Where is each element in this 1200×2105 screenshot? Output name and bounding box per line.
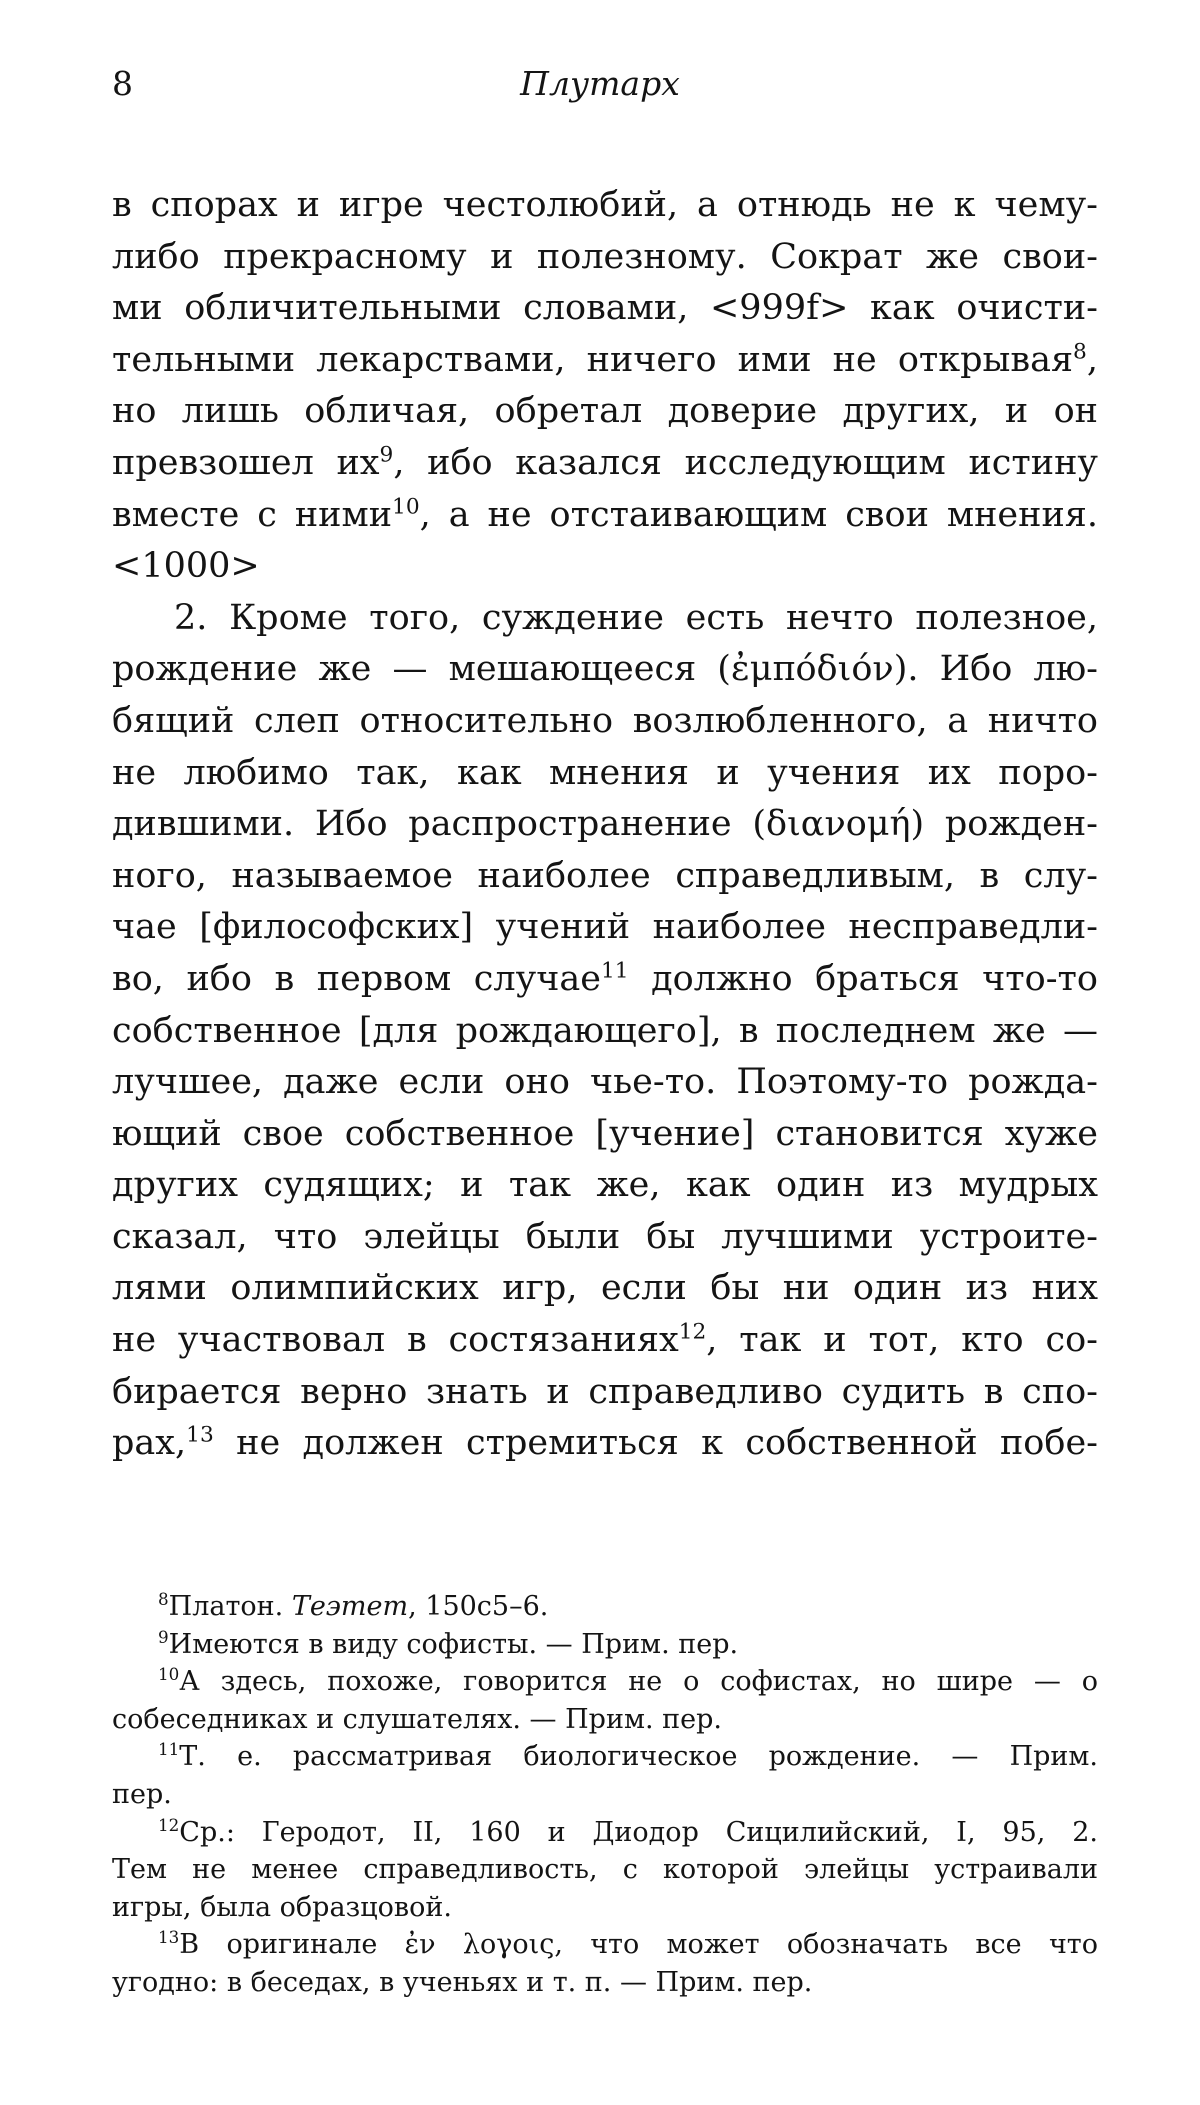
text-segment: , (1086, 339, 1098, 380)
footnote-mark: 11 (158, 1739, 180, 1760)
text-segment: , а не отстаивающим свои мнения. (419, 494, 1098, 535)
text-line: других судящих; и так же, как один из мудрых (112, 1165, 1098, 1206)
footnote-text: Имеются в виду софисты. — Прим. пер. (168, 1628, 739, 1660)
text-segment: не участвовал в состязаниях (112, 1320, 679, 1361)
paragraph-2 (112, 593, 1098, 1470)
text-line: ющий свое собственное [учение] становится хуже (112, 1113, 1098, 1154)
footnote-ref-12[interactable]: 12 (678, 1319, 707, 1345)
text-line (112, 1315, 1098, 1367)
footnote-ref-8[interactable]: 8 (1073, 339, 1087, 365)
footnote-line: Тем не менее справедливость, с которой элейцы устраивали (112, 1854, 1098, 1886)
footnote-10 (112, 1663, 1098, 1738)
footnote-line (112, 1663, 1098, 1701)
text-segment: , ибо казался исследующим истину (393, 442, 1098, 483)
text-line: дившими. Ибо распространение (διανομή) рожден- (112, 804, 1098, 845)
text-line: рождение же — мешающееся (ἐμπόδιόν). Ибо лю- (112, 649, 1098, 690)
footnote-line (112, 1626, 1098, 1664)
footnote-text: Т. е. рассматривая биологическое рождение. — Прим. (179, 1741, 1098, 1773)
text-segment: рах, (112, 1423, 187, 1464)
footnote-text: А здесь, похоже, говорится не о софистах, но шире — о (179, 1666, 1098, 1698)
footnote-ref-11[interactable]: 11 (600, 958, 629, 984)
work-title: Теэтет (291, 1591, 409, 1622)
footnote-line (112, 1588, 1098, 1626)
text-line (112, 490, 1098, 542)
text-line: но лишь обличая, обретал доверие других, и он (112, 391, 1098, 432)
footnote-text: , 150c5–6. (408, 1591, 549, 1622)
footnote-8 (112, 1588, 1098, 1626)
footnote-13 (112, 1926, 1098, 2001)
text-line (112, 954, 1098, 1006)
text-line (112, 1418, 1098, 1470)
footnote-mark: 9 (158, 1626, 169, 1647)
text-line: собственное [для рождающего], в последнем же — (112, 1010, 1098, 1051)
text-line: чае [философских] учений наиболее несправедли- (112, 907, 1098, 948)
text-line: не любимо так, как мнения и учения их поро- (112, 752, 1098, 793)
stephanus-marker: <1000> (112, 546, 260, 587)
paragraph-1 (112, 180, 1098, 593)
text-line: ми обличительными словами, <999f> как очисти- (112, 288, 1098, 329)
text-segment: тельными лекарствами, ничего ими не открывая (112, 339, 1074, 380)
footnote-ref-13[interactable]: 13 (186, 1422, 214, 1448)
footnote-line: игры, была образцовой. (112, 1891, 452, 1923)
footnote-line (112, 1738, 1098, 1776)
text-line: лучшее, даже если оно чье-то. Поэтому-то рожда- (112, 1062, 1098, 1103)
text-line (112, 335, 1098, 387)
footnote-text: В оригинале ἐν λογοις, что может обозначать все что (179, 1929, 1098, 1961)
running-title: Плутарх (520, 64, 680, 103)
footnotes (112, 1588, 1098, 2002)
footnote-mark: 12 (158, 1814, 180, 1835)
page-number: 8 (112, 64, 133, 103)
footnote-mark: 13 (158, 1927, 180, 1948)
text-line: 2. Кроме того, суждение есть нечто полезное, (174, 597, 1098, 638)
text-line: сказал, что элейцы были бы лучшими устроите- (112, 1216, 1098, 1257)
text-segment: превзошел их (112, 442, 380, 483)
text-line: бирается верно знать и справедливо судить в спо- (112, 1371, 1098, 1412)
footnote-11 (112, 1738, 1098, 1813)
text-line (112, 438, 1098, 490)
footnote-line (112, 1926, 1098, 1964)
footnote-text: Ср.: Геродот, II, 160 и Диодор Сицилийский, I, 95, 2. (179, 1816, 1098, 1848)
footnote-mark: 10 (158, 1664, 180, 1685)
text-line: лями олимпийских игр, если бы ни один из них (112, 1268, 1098, 1309)
text-line: в спорах и игре честолюбий, а отнюдь не к чему- (112, 185, 1098, 225)
text-segment: должно браться что-то (628, 958, 1098, 999)
text-line: бящий слеп относительно возлюбленного, а ничто (112, 700, 1098, 741)
footnote-ref-10[interactable]: 10 (392, 493, 420, 519)
text-segment: во, ибо в первом случае (112, 958, 601, 999)
footnote-mark: 8 (158, 1589, 169, 1609)
footnote-9 (112, 1626, 1098, 1664)
text-line: либо прекрасному и полезному. Сократ же свои- (112, 236, 1098, 277)
body-text (112, 180, 1098, 1470)
footnote-text: Платон. (168, 1591, 292, 1622)
text-line: ного, называемое наиболее справедливым, в слу- (112, 855, 1098, 896)
footnote-line (112, 1814, 1098, 1852)
footnote-line: пер. (112, 1778, 172, 1810)
footnote-ref-9[interactable]: 9 (379, 442, 394, 468)
footnote-line: собеседниках и слушателях. — Прим. пер. (112, 1703, 722, 1735)
text-segment: не должен стремиться к собственной побе- (213, 1423, 1098, 1464)
footnote-line: угодно: в беседах, в ученьях и т. п. — Прим. пер. (112, 1966, 813, 1998)
text-segment: , так и тот, кто со- (706, 1320, 1098, 1361)
text-segment: вместе с ними (112, 494, 393, 535)
footnote-12 (112, 1814, 1098, 1927)
